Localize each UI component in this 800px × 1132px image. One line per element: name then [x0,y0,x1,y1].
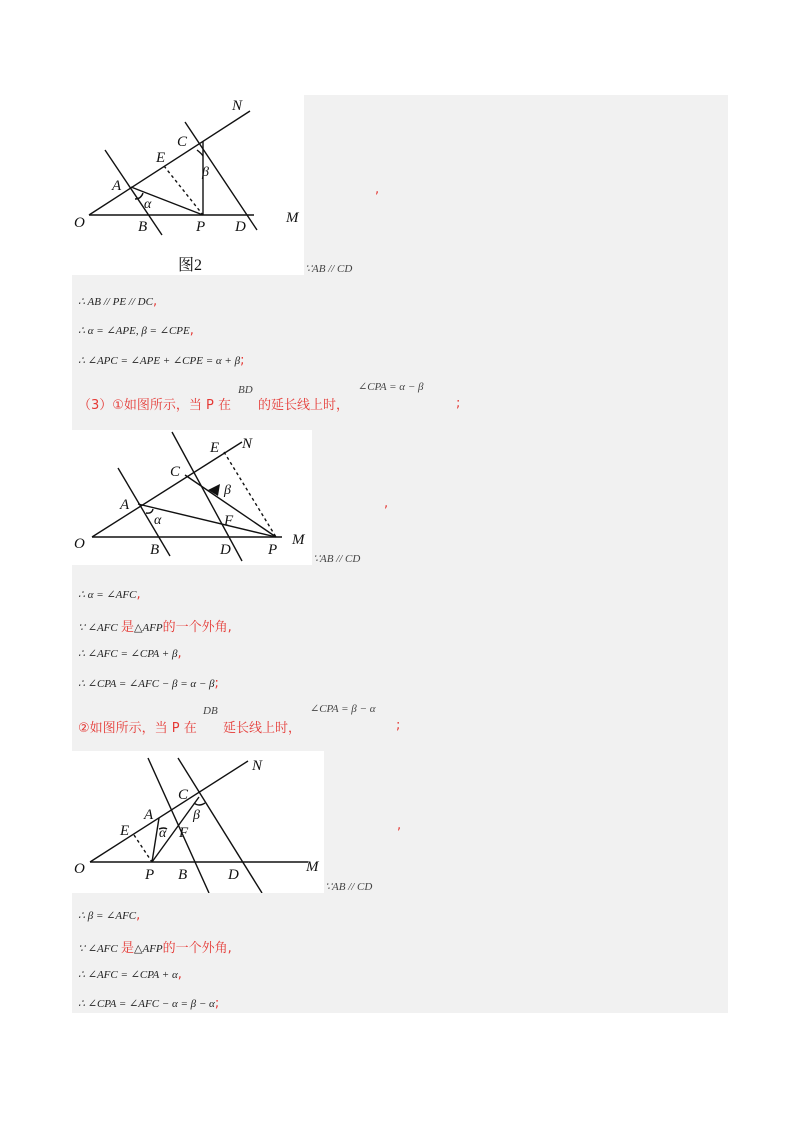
proof1-line3 [78,352,244,368]
part3-tail: ; [456,396,461,411]
label-m: M [306,859,319,875]
figure-3 [72,430,312,565]
proof3-line2 [78,937,232,956]
proof2-line4-math: ∴ ∠CPA = ∠AFC − β = α − β [78,678,215,690]
part3b-formula: ∠CPA = β − α [310,703,376,715]
label-p: P [145,867,155,883]
alpha-arc [146,509,153,513]
label-n: N [242,436,253,452]
label-c: C [177,134,188,150]
label-f: F [179,825,189,841]
proof3-line4 [78,995,219,1011]
segment-ep-dashed [134,835,152,862]
label-m: M [292,532,305,548]
figure-3-diagram [72,430,312,565]
proof2-line3-tail: , [177,646,182,661]
proof2-line2-red2: 的一个外角, [162,620,232,635]
because-ab-parallel-cd-1: ∵AB // CD [305,263,353,275]
label-a: A [144,807,154,823]
proof3-line4-tail: ; [214,996,220,1011]
figure-caption: 图2 [178,257,203,274]
fig4-comma: , [397,818,402,833]
proof3-line2-red2: 的一个外角, [162,941,232,956]
proof1-line1-tail: , [152,294,158,309]
proof2-line2 [78,616,232,635]
figure-2 [72,95,304,275]
line-on [90,761,248,862]
because-ab-parallel-cd-2: ∵AB // CD [313,553,361,565]
label-beta: β [224,483,231,498]
part3b-intro: ②如图所示，当 P 在 [78,721,197,736]
label-a: A [112,178,122,194]
proof2-line2-math1: ∵ ∠AFC [78,622,118,634]
label-a: A [120,497,130,513]
proof2-line2-red1: 是 [121,620,135,635]
label-d: D [220,542,231,558]
proof2-line3-math: ∴ ∠AFC = ∠CPA + β [78,648,178,660]
label-b: B [178,867,188,883]
proof3-line1 [78,907,140,923]
part3b-mid: 延长线上时， [223,721,302,736]
label-c: C [178,787,189,803]
proof2-line1 [78,586,141,602]
proof2-line2-math2: △AFP [134,622,163,634]
line-cd [172,432,242,561]
label-e: E [120,823,130,839]
because-ab-parallel-cd-3: ∵AB // CD [325,881,373,893]
proof1-line2-tail: , [189,323,194,338]
proof2-line4 [78,675,219,691]
label-beta: β [202,165,209,180]
figure-2-diagram [72,95,304,275]
label-c: C [170,464,181,480]
proof3-line3-math: ∴ ∠AFC = ∠CPA + α [78,969,178,981]
part3-seg: BD [238,384,253,396]
fig3-comma: , [384,496,389,511]
proof3-line4-math: ∴ ∠CPA = ∠AFC − α = β − α [78,998,215,1010]
fig2-comma: , [375,182,380,197]
proof3-line3-tail: , [177,967,182,982]
beta-arc [197,150,203,156]
figure-4 [72,751,324,893]
label-d: D [228,867,239,883]
proof3-line2-red1: 是 [121,941,135,956]
label-b: B [150,542,160,558]
proof1-line3-tail: ; [240,353,245,368]
figure-4-diagram [72,751,324,893]
label-alpha: α [144,197,152,212]
proof3-line2-math2: △AFP [134,943,163,955]
part3b-tail: ; [396,718,401,733]
proof3-line2-math1: ∵ ∠AFC [78,943,118,955]
proof3-line1-tail: , [136,908,141,923]
proof1-line2 [78,322,194,338]
proof1-line1-math: ∴ AB // PE // DC [78,296,153,308]
proof1-line1 [78,293,157,309]
label-p: P [268,542,278,558]
proof3-line3 [78,966,182,982]
label-e: E [156,150,166,166]
part3-mid: 的延长线上时， [258,398,350,413]
proof1-line2-math: ∴ α = ∠APE, β = ∠CPE [78,325,190,337]
line-on [92,442,242,537]
line-cd [185,122,257,230]
part3b-seg: DB [203,705,218,717]
label-beta: β [193,808,200,823]
label-f: F [224,513,234,529]
proof2-line4-tail: ; [214,676,219,691]
label-b: B [138,219,148,235]
proof1-line3-math: ∴ ∠APC = ∠APE + ∠CPE = α + β [78,355,241,367]
label-o: O [74,215,85,231]
label-alpha: α [154,513,162,528]
label-e: E [210,440,220,456]
part3-intro: （3）①如图所示，当 P 在 [78,398,232,413]
part3-formula: ∠CPA = α − β [358,381,424,393]
proof3-line1-math: ∴ β = ∠AFC [78,910,137,922]
label-o: O [74,536,85,552]
label-n: N [252,758,263,774]
proof2-line1-math: ∴ α = ∠AFC [78,589,137,601]
proof2-line1-tail: , [136,587,141,602]
beta-arc [194,803,205,805]
segment-pa [152,818,159,862]
label-d: D [235,219,246,235]
label-n: N [232,98,243,114]
label-o: O [74,861,85,877]
proof2-line3 [78,645,182,661]
label-m: M [286,210,299,226]
label-p: P [196,219,206,235]
label-alpha: α [159,826,167,841]
